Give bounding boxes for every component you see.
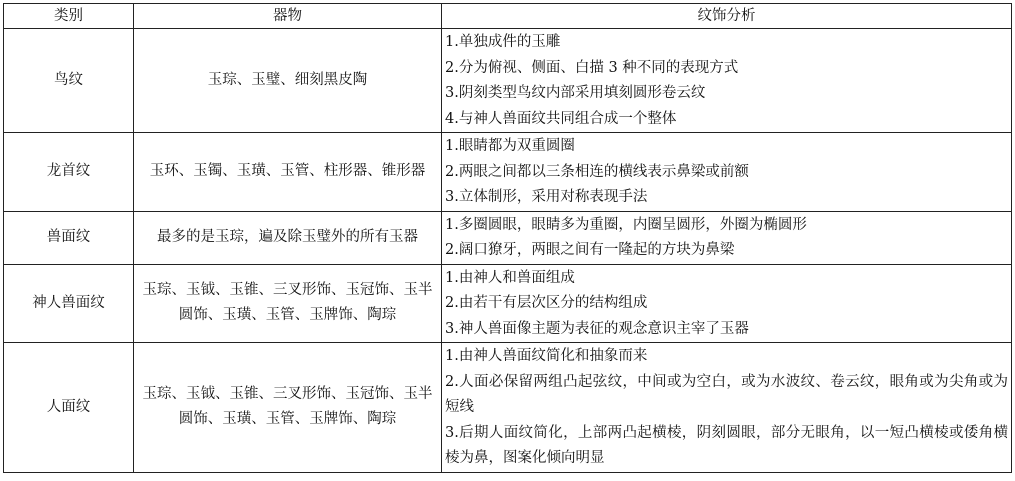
row-items: 最多的是玉琮，遍及除玉璧外的所有玉器: [134, 211, 442, 264]
row-category: 神人兽面纹: [4, 264, 134, 343]
header-items: 器物: [134, 4, 442, 29]
header-category: 类别: [4, 4, 134, 29]
analysis-line: 3.阴刻类型鸟纹内部采用填刻圆形卷云纹: [445, 85, 706, 101]
table-row: [4, 343, 1012, 473]
row-items: 玉琮、玉璧、细刻黑皮陶: [134, 29, 442, 133]
row-items: 玉琮、玉钺、玉锥、三叉形饰、玉冠饰、玉半圆饰、玉璜、玉管、玉牌饰、陶琮: [134, 343, 442, 473]
analysis-line: 3.后期人面纹简化，上部两凸起横棱，阴刻圆眼，部分无眼角，以一短凸横棱或倭角横棱为鼻，图案化倾向明显: [445, 424, 1008, 466]
table-header-row: [4, 4, 1012, 29]
row-analysis: [442, 264, 1012, 343]
row-analysis: [442, 29, 1012, 133]
ornament-table: [3, 3, 1012, 473]
row-category: 鸟纹: [4, 29, 134, 133]
row-items: 玉环、玉镯、玉璜、玉管、柱形器、锥形器: [134, 133, 442, 212]
analysis-line: 2.由若干有层次区分的结构组成: [445, 295, 648, 311]
analysis-line: 1.多圈圆眼，眼睛多为重圈，内圈呈圆形，外圈为椭圆形: [445, 216, 807, 233]
table-row: [4, 29, 1012, 133]
row-category: 兽面纹: [4, 211, 134, 264]
analysis-line: 2.阔口獠牙，两眼之间有一隆起的方块为鼻梁: [445, 242, 735, 258]
row-category: 人面纹: [4, 343, 134, 473]
analysis-line: 2.人面必保留两组凸起弦纹，中间或为空白，或为水波纹、卷云纹，眼角或为尖角或为短线: [445, 373, 1008, 415]
row-analysis: [442, 133, 1012, 212]
analysis-line: 2.两眼之间都以三条相连的横线表示鼻梁或前额: [445, 163, 749, 180]
analysis-line: 3.立体制形，采用对称表现手法: [445, 189, 648, 205]
analysis-line: 2.分为俯视、侧面、白描 3 种不同的表现方式: [445, 59, 739, 76]
analysis-line: 4.与神人兽面纹共同组合成一个整体: [445, 110, 677, 127]
row-category: 龙首纹: [4, 133, 134, 212]
row-analysis: [442, 211, 1012, 264]
analysis-line: 1.眼睛都为双重圆圈: [445, 138, 575, 154]
table-row: [4, 133, 1012, 212]
analysis-line: 3.神人兽面像主题为表征的观念意识主宰了玉器: [445, 320, 749, 337]
row-analysis: [442, 343, 1012, 473]
table-row: [4, 211, 1012, 264]
header-analysis: 纹饰分析: [442, 4, 1012, 29]
analysis-line: 1.由神人兽面纹简化和抽象而来: [445, 348, 648, 364]
table-row: [4, 264, 1012, 343]
row-items: 玉琮、玉钺、玉锥、三叉形饰、玉冠饰、玉半圆饰、玉璜、玉管、玉牌饰、陶琮: [134, 264, 442, 343]
analysis-line: 1.由神人和兽面组成: [445, 269, 575, 286]
analysis-line: 1.单独成件的玉雕: [445, 34, 561, 50]
